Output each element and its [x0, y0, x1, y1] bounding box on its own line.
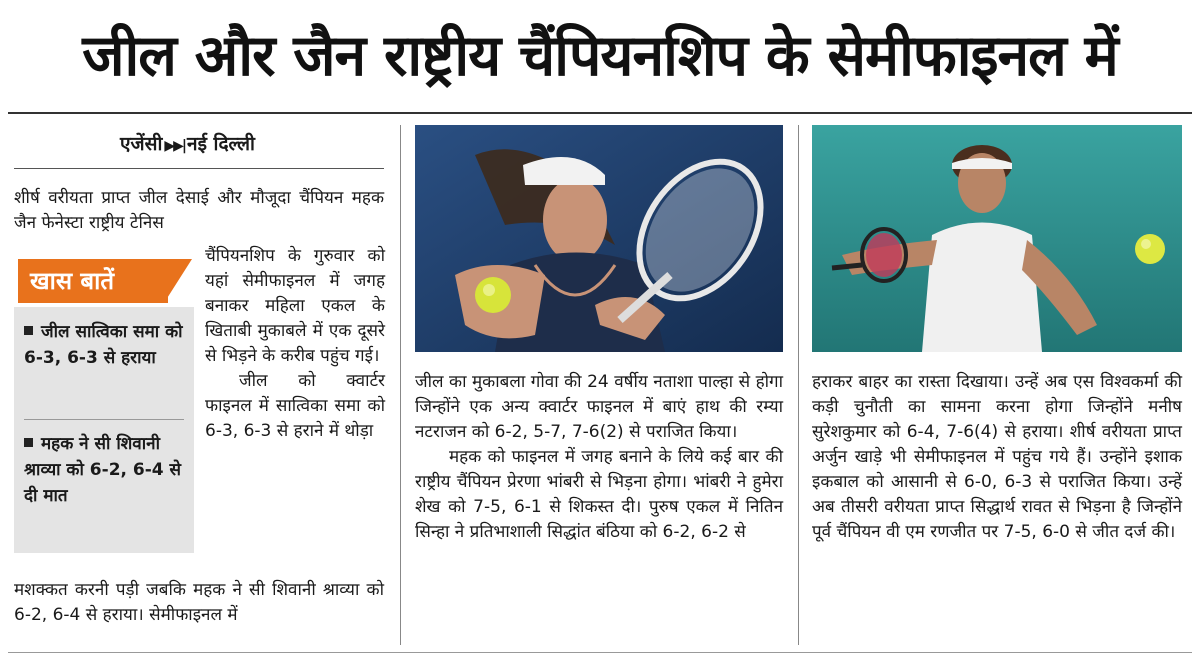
article-paragraph: महक को फाइनल में जगह बनाने के लिये कई बार की राष्ट्रीय चैंपियन प्रेरणा भांबरी से भिड़ना होगा। भांबरी ने हुमेरा शेख को 7-5, 6-1 से शिकस्त दी। पुरुष एकल में नितिन सिन्हा ने प्रतिभाशाली सिद्धांत बंठिया को 6-2, 6-2 से — [415, 447, 783, 542]
headline-divider — [8, 112, 1192, 114]
byline — [120, 130, 255, 156]
photo-player-backhand-illustration — [415, 125, 783, 352]
highlight-text: महक ने सी शिवानी श्राव्या को 6-2, 6-4 से दी मात — [24, 434, 182, 506]
article-col2 — [415, 370, 783, 545]
highlights-header — [14, 257, 194, 307]
bullet-square-icon — [24, 438, 33, 447]
article-col1-right — [205, 244, 385, 444]
article-paragraph: चैंपियनशिप के गुरुवार को यहां सेमीफाइनल में जगह बनाकर महिला एकल के खिताबी मुकाबले में एक दूसरे से भिड़ने के करीब पहुंच गई। — [205, 246, 385, 366]
article-paragraph: हराकर बाहर का रास्ता दिखाया। उन्हें अब एस विश्वकर्मा की कड़ी चुनौती का सामना करना होगा जिन्होंने मनीष सुरेशकुमार को 6-4, 7-6(4) से हराया। शीर्ष वरीयता प्राप्त अर्जुन खाड़े भी सेमीफाइनल में पहुंच गये हैं। उन्होंने इशाक इकबाल को आसानी से 6-0, 6-3 से पराजित किया। उन्हें अब तीसरी वरीयता प्राप्त सिद्धार्थ रावत से भिड़ना है जिन्होंने पूर्व चैंपियन वी एम रणजीत पर 7-5, 6-0 से जीत दर्ज की। — [812, 372, 1182, 542]
byline-arrows-icon: ▶▶| — [164, 138, 186, 154]
highlights-tab-tail — [164, 259, 192, 303]
byline-divider — [14, 168, 384, 169]
highlights-title: खास बातें — [18, 259, 168, 303]
headline: जील और जैन राष्ट्रीय चैंपियनशिप के सेमीफाइनल में — [82, 23, 1118, 89]
article-paragraph: जील का मुकाबला गोवा की 24 वर्षीय नताशा पाल्हा से होगा जिन्होंने एक अन्य क्वार्टर फाइनल में बाएं हाथ की रम्या नटराजन को 6-2, 5-7, 7-6(2) से पराजित किया। — [415, 372, 783, 442]
highlight-item — [24, 431, 189, 509]
column-divider — [400, 125, 401, 645]
article-paragraph: जील को क्वार्टर फाइनल में सात्विका समा को 6-3, 6-3 से हराने में थोड़ा — [205, 371, 385, 441]
highlight-text: जील सात्विका समा को 6-3, 6-3 से हराया — [24, 322, 183, 368]
highlight-divider — [24, 419, 184, 420]
byline-agency: एजेंसी — [120, 133, 163, 155]
photo-player-forehand-illustration — [812, 125, 1182, 352]
highlights-box — [14, 257, 194, 553]
article-paragraph: मशक्कत करनी पड़ी जबकि महक ने सी शिवानी श्राव्या को 6-2, 6-4 से हराया। सेमीफाइनल में — [14, 580, 384, 625]
article-col1-bottom — [14, 578, 384, 628]
photo-player-forehand — [812, 125, 1182, 352]
article-paragraph: शीर्ष वरीयता प्राप्त जील देसाई और मौजूदा चैंपियन महक जैन फेनेस्टा राष्ट्रीय टेनिस — [14, 188, 384, 233]
byline-city: नई दिल्ली — [187, 133, 255, 155]
highlights-body — [14, 307, 194, 553]
column-divider — [798, 125, 799, 645]
highlight-item — [24, 319, 189, 371]
article-col1-top — [14, 186, 384, 236]
photo-player-backhand — [415, 125, 783, 352]
bullet-square-icon — [24, 326, 33, 335]
article-col3 — [812, 370, 1182, 545]
bottom-divider — [8, 652, 1192, 653]
